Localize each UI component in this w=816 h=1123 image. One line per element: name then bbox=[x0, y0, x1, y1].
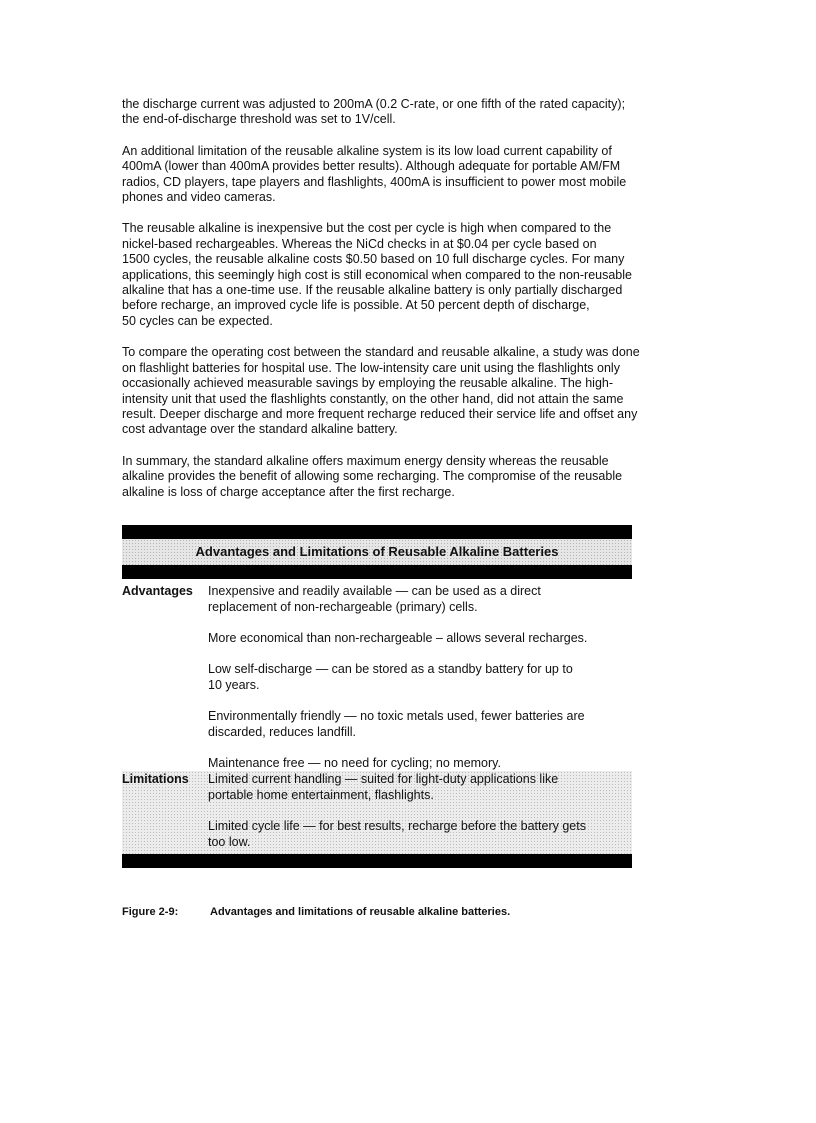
advantage-item-5: Maintenance free — no need for cycling; no memory. bbox=[208, 756, 501, 770]
advantages-limitations-table bbox=[122, 525, 632, 868]
advantages-label: Advantages bbox=[122, 584, 193, 598]
table-bottom-bar bbox=[122, 854, 632, 868]
paragraph-2: An additional limitation of the reusable alkaline system is its low load current capability of 400mA (lower than 400mA provides better results). Although adequate for portable AM/FM radios, CD players, tape players and flashlights, 400mA is insufficient to power most mobile phones and video cameras. bbox=[122, 143, 627, 205]
figure-caption-text: Advantages and limitations of reusable alkaline batteries. bbox=[210, 906, 511, 918]
limitation-item-1: Limited current handling — suited for light-duty applications like portable home entertainment, flashlights. bbox=[208, 772, 559, 802]
table-top-bar bbox=[122, 525, 632, 539]
advantages-section bbox=[122, 579, 632, 771]
advantage-item-2: More economical than non-rechargeable – allows several recharges. bbox=[208, 631, 588, 645]
limitation-item-2: Limited cycle life — for best results, recharge before the battery gets too low. bbox=[208, 819, 586, 849]
advantage-item-4: Environmentally friendly — no toxic metals used, fewer batteries are discarded, reduces landfill. bbox=[208, 709, 585, 739]
body-text bbox=[122, 97, 702, 516]
advantages-list bbox=[208, 583, 632, 771]
table-header-bar bbox=[122, 565, 632, 579]
table-title: Advantages and Limitations of Reusable Alkaline Batteries bbox=[122, 539, 632, 565]
advantage-item-3: Low self-discharge — can be stored as a standby battery for up to 10 years. bbox=[208, 662, 573, 692]
advantage-item-1: Inexpensive and readily available — can be used as a direct replacement of non-rechargeable (primary) cells. bbox=[208, 584, 541, 614]
limitations-label: Limitations bbox=[122, 772, 189, 786]
limitations-list bbox=[208, 771, 632, 850]
paragraph-1: the discharge current was adjusted to 200mA (0.2 C-rate, or one fifth of the rated capacity); the end-of-discharge threshold was set to 1V/cell. bbox=[122, 97, 626, 127]
paragraph-5: In summary, the standard alkaline offers maximum energy density whereas the reusable alkaline provides the benefit of allowing some recharging. The compromise of the reusable alkaline is loss of charge acceptance after the first recharge. bbox=[122, 453, 623, 499]
paragraph-4: To compare the operating cost between the standard and reusable alkaline, a study was done on flashlight batteries for hospital use. The low-intensity care unit using the flashlights only occasionally achieved measurable savings by employing the reusable alkaline. The high- intensity unit that used the flashlights constantly, on the other hand, did not attain the same result. Deeper discharge and more frequent recharge reduced their service life and offset any cost advantage over the standard alkaline battery. bbox=[122, 345, 640, 437]
paragraph-3: The reusable alkaline is inexpensive but the cost per cycle is high when compared to the nickel-based rechargeables. Whereas the NiCd checks in at $0.04 per cycle based on 1500 cycles, the reusable alkaline costs $0.50 based on 10 full discharge cycles. For many applications, this seemingly high cost is still economical when compared to the non-reusable alkaline that has a one-time use. If the reusable alkaline battery is only partially discharged before recharge, an improved cycle life is possible. At 50 percent depth of discharge, 50 cycles can be expected. bbox=[122, 221, 632, 328]
figure-caption-label: Figure 2-9: bbox=[122, 906, 179, 918]
limitations-section bbox=[122, 771, 632, 854]
figure-caption bbox=[122, 906, 510, 918]
